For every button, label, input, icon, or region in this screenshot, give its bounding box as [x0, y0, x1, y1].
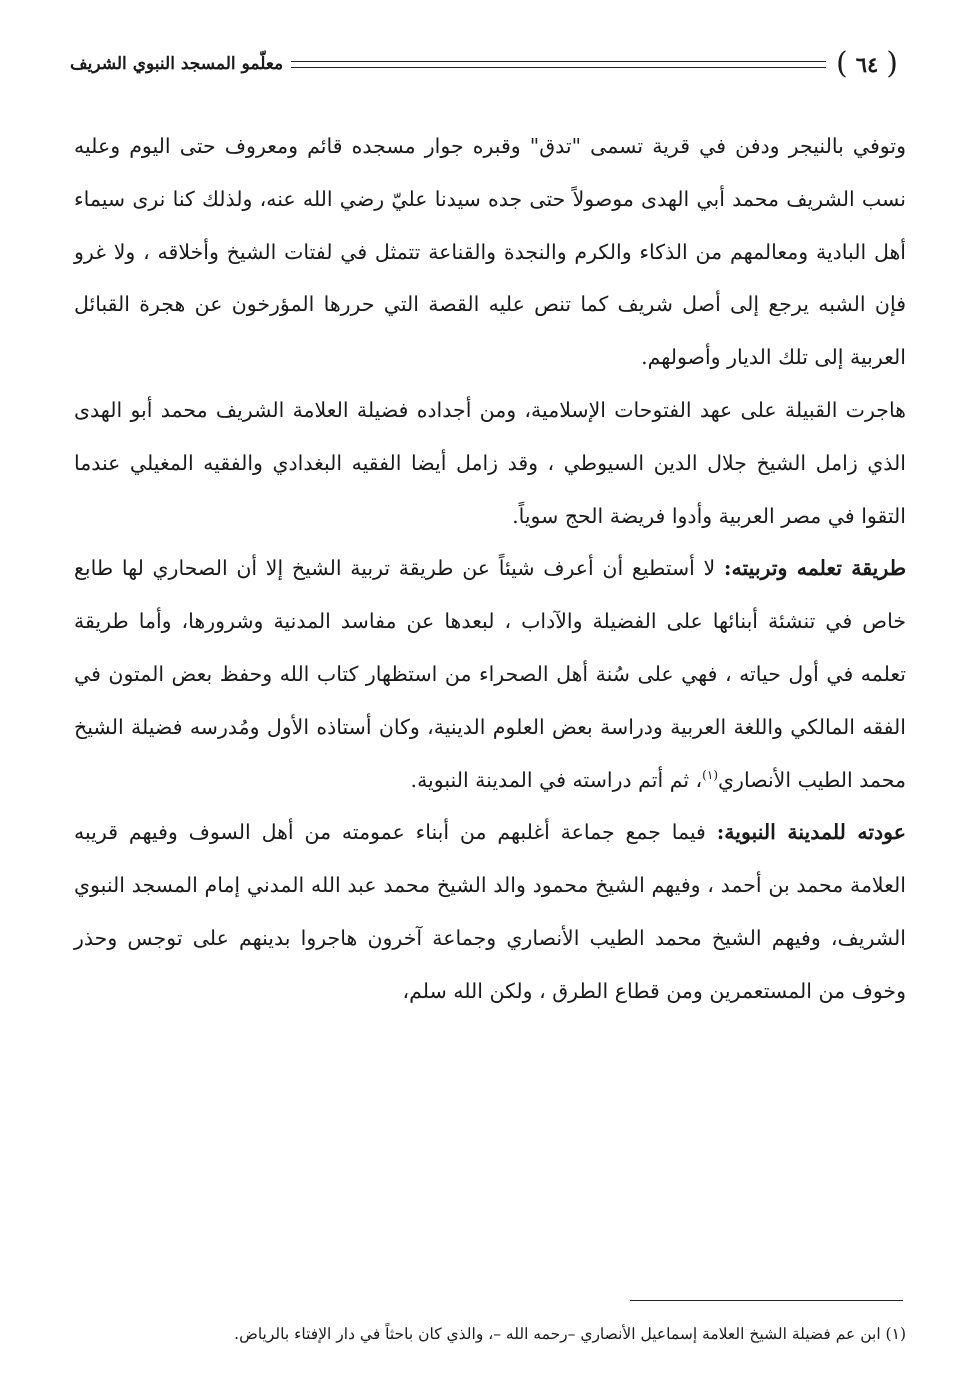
paragraph-text-tail: ، ثم أتم دراسته في المدينة النبوية.	[410, 767, 703, 792]
paragraph-text: هاجرت القبيلة على عهد الفتوحات الإسلامية، ومن أجداده فضيلة العلامة الشريف محمد أبو الهدى الذي زامل الشيخ جلال الدين السيوطي ، وقد زامل أيضا الفقيه البغدادي والفقيه المغيلي عندما التقوا في مصر العربية وأدوا فريضة الحج سوياً.	[74, 397, 906, 528]
paragraph-1	[74, 120, 906, 384]
paragraph-text: وتوفي بالنيجر ودفن في قرية تسمى "تدق" وقبره جوار مسجده قائم ومعروف حتى اليوم وعليه نسب الشريف محمد أبي الهدى موصولاً حتى جده سيدنا عليّ رضي الله عنه، ولذلك كنا نرى سيماء أهل البادية ومعالمهم من الذكاء والكرم والنجدة والقناعة تتمثل في لفتات الشيخ وأخلاقه ، ولا غرو فإن الشبه يرجع إلى أصل شريف كما تنص عليه القصة التي حررها المؤرخون عن هجرة القبائل العربية إلى تلك الديار وأصولهم.	[74, 134, 906, 370]
section-heading-upbringing: طريقة تعلمه وتربيته:	[723, 556, 907, 581]
body-text	[74, 120, 906, 1018]
footnote: (١) ابن عم فضيلة الشيخ العلامة إسماعيل الأنصاري –رحمه الله –، والذي كان باحثاً في دار الإفتاء بالرياض.	[234, 1325, 906, 1343]
section-heading-return: عودته للمدينة النبوية:	[716, 820, 906, 845]
footnote-divider	[630, 1300, 903, 1301]
paragraph-4	[74, 806, 906, 1017]
paragraph-text: فيما جمع جماعة أغلبهم من أبناء عمومته من أهل السوف وفيهم قريبه العلامة محمد بن أحمد ، وفيهم الشيخ محمود والد الشيخ محمد عبد الله المدني إمام المسجد النبوي الشريف، وفيهم الشيخ محمد الطيب الأنصاري وجماعة آخرون هاجروا بدينهم على توجس وحذر وخوف من المستعمرين ومن قطاع الطرق ، ولكن الله سلم،	[74, 820, 906, 1003]
brace-open-icon: (	[886, 46, 898, 81]
running-header	[70, 40, 900, 88]
paragraph-3	[74, 542, 906, 806]
paragraph-2	[74, 384, 906, 542]
page-number: ٦٤	[855, 51, 879, 77]
paragraph-text: لا أستطيع أن أعرف شيئاً عن طريقة تربية الشيخ إلا أن الصحاري لها طابع خاص في تنشئة أبنائها على الفضيلة والآداب ، لبعدها عن مفاسد المدنية وشرورها، وأما طريقة تعلمه في أول حياته ، فهي على سُنة أهل الصحراء من استظهار كتاب الله وحفظ بعض المتون في الفقه المالكي واللغة العربية ودراسة بعض العلوم الدينية، وكان أستاذه الأول ومُدرسه فضيلة الشيخ محمد الطيب الأنصاري	[74, 556, 906, 792]
footnote-reference[interactable]: (١)	[702, 767, 718, 782]
page-number-box	[834, 46, 900, 81]
running-title: معلّمو المسجد النبوي الشريف	[70, 54, 284, 74]
brace-close-icon: )	[836, 46, 848, 81]
header-double-rule	[291, 61, 826, 68]
